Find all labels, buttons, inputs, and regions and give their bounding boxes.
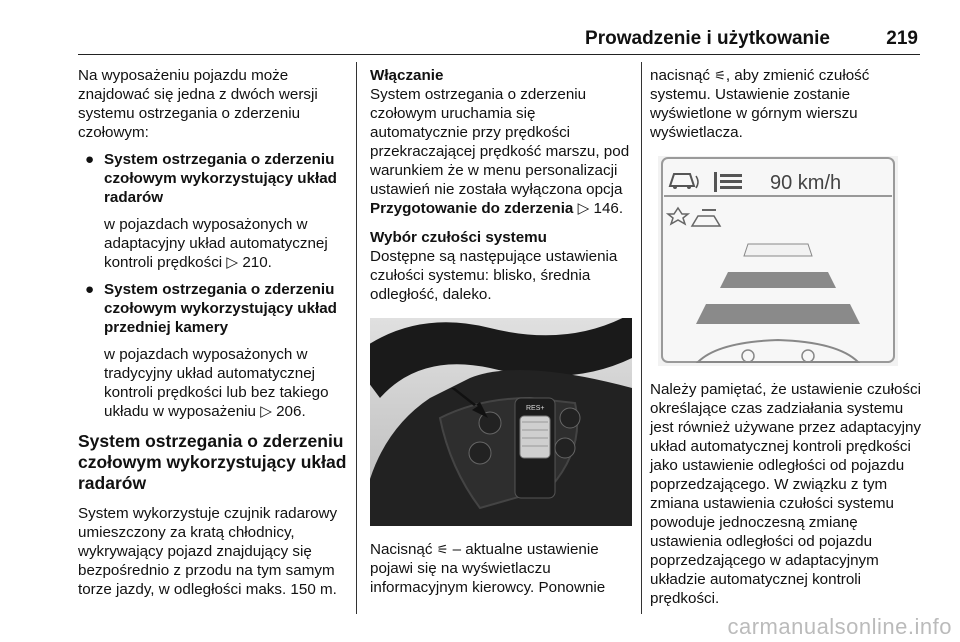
column-1 xyxy=(78,66,348,599)
intro-text: Na wyposażeniu pojazdu może znajdować się jedna z dwóch wersji systemu ostrzegania o zderzeniu czołowym: xyxy=(78,67,318,141)
sensitivity-icon: ⚟ xyxy=(436,542,449,557)
sensitivity-text: Dostępne są następujące ustawienia czułości systemu: blisko, średnia odległość, daleko. xyxy=(370,248,618,303)
steering-wheel-svg xyxy=(370,318,632,526)
display-illustration xyxy=(658,156,898,366)
page-ref: ▷ 146. xyxy=(577,200,624,217)
watermark: carmanualsonline.info xyxy=(727,614,952,639)
bullet-title: System ostrzegania o zderzeniu czołowym wykorzystujący układ radarów xyxy=(104,151,337,206)
bullet-item-camera xyxy=(78,280,348,421)
page-ref: ▷ 210. xyxy=(226,254,272,271)
bullet-dot: ● xyxy=(85,151,95,168)
steering-wheel-illustration xyxy=(370,318,632,526)
bullet-text: w pojazdach wyposażonych w tradycyjny układ automatycznej kontroli prędkości lub bez takiego układu w wyposażeniu ▷ 206. xyxy=(104,346,329,420)
page-number: 219 xyxy=(886,28,918,49)
bullet-text: w pojazdach wyposażonych w adaptacyjny układ automatycznej kontroli prędkości ▷ 210. xyxy=(104,216,328,271)
sensitivity-title: Wybór czułości systemu xyxy=(370,229,547,246)
column-divider-2 xyxy=(641,62,642,614)
press-text: Nacisnąć ⚟ – aktualne ustawienie pojawi się na wyświetlaczu informacyjnym kierowcy. Ponownie xyxy=(370,541,606,596)
enable-option: Przygotowanie do zderzenia xyxy=(370,200,574,217)
bullet-dot: ● xyxy=(85,281,95,298)
res-label: RES+ xyxy=(526,405,545,412)
bullet-title: System ostrzegania o zderzeniu czołowym wykorzystujący układ przedniej kamery xyxy=(104,281,337,336)
column-divider-1 xyxy=(356,62,357,614)
page-header xyxy=(78,28,920,55)
section-title: System ostrzegania o zderzeniu czołowym wykorzystujący układ radarów xyxy=(78,431,347,493)
continue-text: nacisnąć ⚟, aby zmienić czułość systemu. Ustawienie zostanie wyświetlone w górnym wierszu wyświetlacza. xyxy=(650,67,870,141)
section-text: System wykorzystuje czujnik radarowy umieszczony za kratą chłodnicy, wykrywający pojazd znajdujący się bezpośrednio z przodu na tym samym torze jazdy, w odległości maks. 150 m. xyxy=(78,505,338,598)
display-svg xyxy=(658,156,898,366)
enable-title: Włączanie xyxy=(370,67,444,84)
column-3 xyxy=(650,66,928,608)
sensitivity-icon: ⚟ xyxy=(714,68,726,83)
bullet-item-radar xyxy=(78,150,348,272)
header-title: Prowadzenie i użytkowanie xyxy=(585,28,830,49)
speed-readout: 90 km/h xyxy=(770,172,842,194)
page-ref: ▷ 206. xyxy=(260,403,306,420)
note-text: Należy pamiętać, że ustawienie czułości określające czas zadziałania systemu jest również używane przez adaptacyjny układ automatycznej kontroli prędkości jako ustawienie odległości od pojazdu poprzedzającego. W związku z tym zmiana ustawienia czułości systemu powoduje jednoczesną zmianę ustawienia odległości od pojazdu poprzedzającego w adaptacyjnym układzie automatycznej kontroli prędkości. xyxy=(650,381,921,607)
enable-text: System ostrzegania o zderzeniu czołowym uruchamia się automatycznie przy prędkości przekraczającej prędkość marszu, pod warunkiem że w menu personalizacji ustawień nie została wyłączona opcja Przygotowanie do zderzenia ▷ 146. xyxy=(370,86,630,217)
column-2 xyxy=(370,66,635,597)
